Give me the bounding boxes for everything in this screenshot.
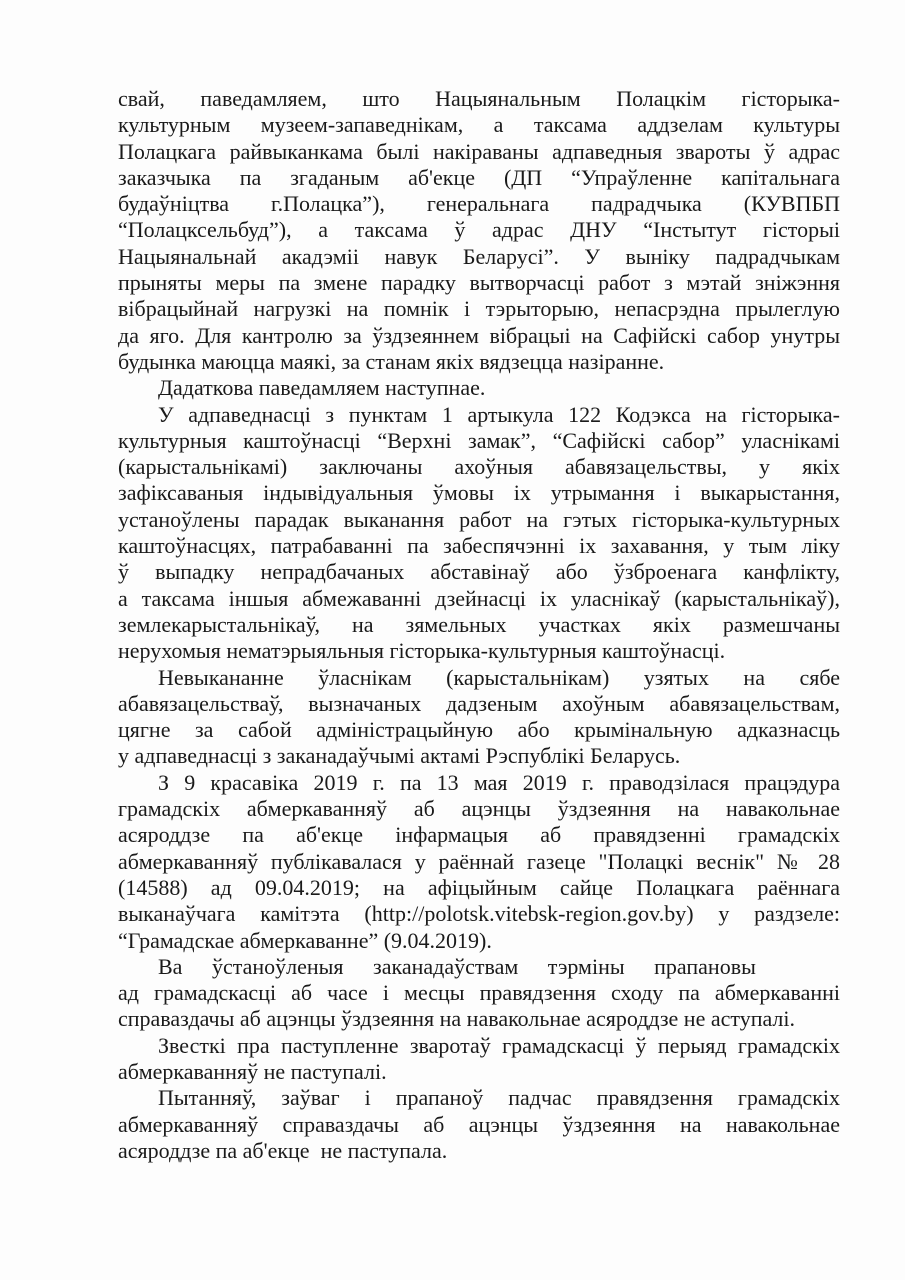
text-line: прыняты меры па змене парадку вытворчасці работ з мэтай зніжэння: [118, 270, 840, 296]
text-line: каштоўнасцях, патрабаванні па забеспячэнні іх захавання, у тым ліку: [118, 533, 840, 559]
text-line: З 9 красавіка 2019 г. па 13 мая 2019 г. праводзілася працэдура: [158, 769, 840, 795]
text-line: у адпаведнасці з заканадаўчымі актамі Рэспублікі Беларусь.: [118, 743, 681, 769]
text-line: Дадаткова паведамляем наступнае.: [158, 375, 486, 401]
text-line: будынка маюцца маякі, за станам якіх вядзецца назіранне.: [118, 348, 665, 374]
text-line: выканаўчага камітэта (http://polotsk.vitebsk-region.gov.by) у раздзеле:: [118, 901, 840, 927]
text-line: Ва ўстаноўленыя заканадаўствам тэрміны прапановы: [158, 953, 756, 979]
text-line: устаноўлены парадак выканання работ на гэтых гісторыка-культурных: [118, 506, 840, 532]
text-line: свай, паведамляем, што Нацыянальным Полацкім гісторыка-: [118, 86, 840, 111]
text-line: (14588) ад 09.04.2019; на афіцыйным сайце Полацкага раённага: [118, 874, 840, 900]
text-line: абмеркаванняў не паступалі.: [118, 1058, 387, 1084]
text-line: ад грамадскасці аб часе і месцы правядзення сходу па абмеркаванні: [118, 980, 840, 1006]
text-line: цягне за сабой адміністрацыйную або крымінальную адказнасць: [118, 717, 840, 743]
text-line: справаздачы аб ацэнцы ўздзеяння на навакольнае асяроддзе не аступалі.: [118, 1006, 796, 1032]
text-line: да яго. Для кантролю за ўздзеяннем вібрацыі на Сафійскі сабор унутры: [118, 322, 840, 348]
text-line: “Грамадскае абмеркаванне” (9.04.2019).: [118, 927, 492, 953]
text-line: культурныя каштоўнасці “Верхні замак”, “Сафійскі сабор” уласнікамі: [118, 427, 840, 453]
paragraph: [118, 954, 840, 1033]
text-line: абмеркаванняў публікавалася у раённай газеце "Полацкі веснік" № 28: [118, 848, 840, 874]
text-line: грамадскіх абмеркаванняў аб ацэнцы ўздзеяння на навакольнае: [118, 796, 840, 822]
text-line: культурным музеем-запаведнікам, а таксама аддзелам культуры: [118, 112, 840, 138]
text-line: абмеркаванняў справаздачы аб ацэнцы ўздзеяння на навакольнае: [118, 1111, 840, 1137]
text-line: Звесткі пра паступленне зваротаў грамадскасці ў перыяд грамадскіх: [158, 1032, 840, 1058]
text-line: Полацкага райвыканкама былі накіраваны адпаведныя звароты ў адрас: [118, 138, 840, 164]
text-line: ў выпадку непрадбачаных абставінаў або ўзброенага канфлікту,: [118, 559, 840, 585]
text-line: “Полацксельбуд”), а таксама ў адрас ДНУ “Інстытут гісторыі: [118, 217, 840, 243]
text-line: будаўніцтва г.Полацка”), генеральнага падрадчыка (КУВПБП: [118, 191, 840, 217]
text-line: Невыкананне ўласнікам (карыстальнікам) узятых на сябе: [158, 664, 840, 690]
text-line: нерухомыя нематэрыяльныя гісторыка-культурныя каштоўнасці.: [118, 638, 726, 664]
paragraph: [118, 1085, 840, 1164]
text-line: асяроддзе па аб'екце не паступала.: [118, 1137, 448, 1163]
text-line: зафіксаваныя індывідуальныя ўмовы іх утрымання і выкарыстання,: [118, 480, 840, 506]
text-line: У адпаведнасці з пунктам 1 артыкула 122 Кодэкса на гісторыка-: [158, 401, 840, 427]
text-line: Нацыянальнай акадэміі навук Беларусі”. У выніку падрадчыкам: [118, 243, 840, 269]
text-line: землекарыстальнікаў, на зямельных участках якіх размешчаны: [118, 611, 840, 637]
paragraph: [118, 86, 840, 375]
document-body: [118, 86, 840, 1164]
paragraph: [118, 770, 840, 954]
paragraph: [118, 402, 840, 665]
text-line: Пытанняў, заўваг і прапаноў падчас правядзення грамадскіх: [158, 1085, 840, 1111]
text-line: заказчыка па згаданым аб'екце (ДП “Упраўленне капітальнага: [118, 164, 840, 190]
text-line: (карыстальнікамі) заключаны ахоўныя абавязацельствы, у якіх: [118, 454, 840, 480]
text-line: асяроддзе па аб'екце інфармацыя аб правядзенні грамадскіх: [118, 822, 840, 848]
text-line: а таксама іншыя абмежаванні дзейнасці іх уласнікаў (карыстальнікаў),: [118, 585, 840, 611]
paragraph: [118, 1033, 840, 1086]
text-line: абавязацельстваў, вызначаных дадзеным ахоўным абавязацельствам,: [118, 690, 840, 716]
paragraph: [118, 665, 840, 770]
paragraph: [118, 375, 840, 401]
text-line: вібрацыйнай нагрузкі на помнік і тэрыторыю, непасрэдна прылеглую: [118, 296, 840, 322]
